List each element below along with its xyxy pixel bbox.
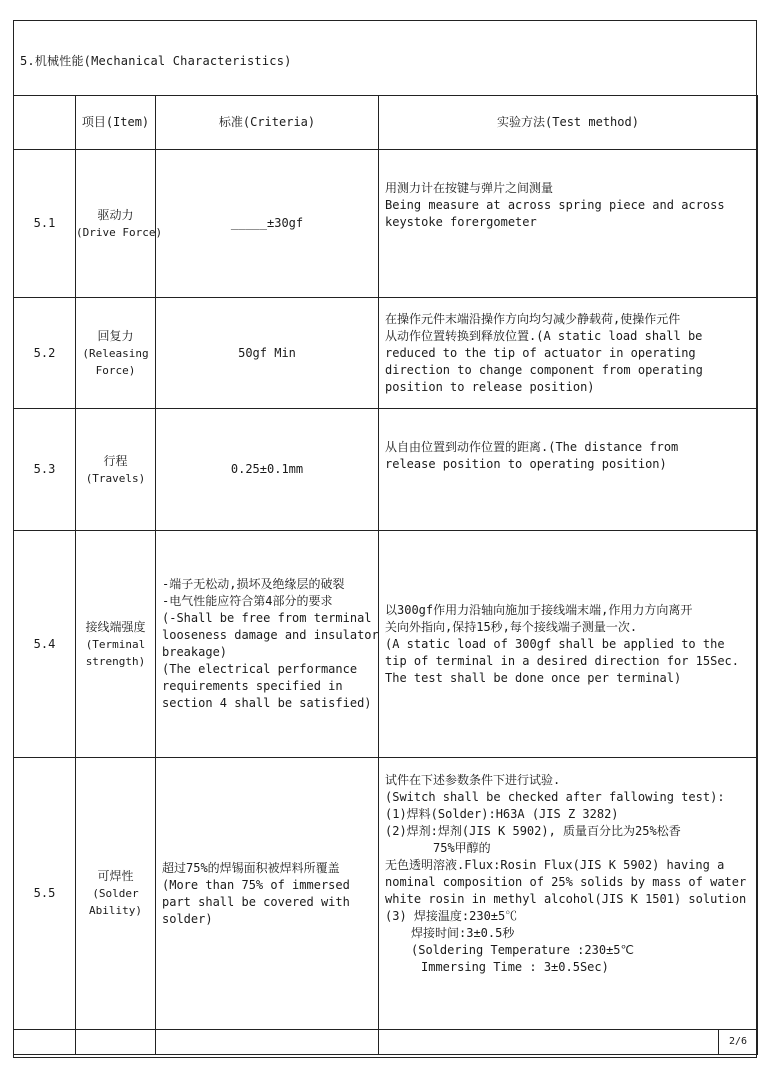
row-criteria: 0.25±0.1mm [156,409,379,531]
row-criteria: 50gf Min [156,298,379,409]
table-row [14,150,758,298]
row-test-method: 试件在下述参数条件下进行试验. (Switch shall be checked after fallowing test): (1)焊料(Solder):H63A (JIS Z 3282) (2)焊剂:焊剂(JIS K 5902), 质量百分比为25%松香 75%甲醇的 无色透明溶液.Flux:Rosin Flux(JIS K 5902) having a nominal composition of 25% solids by mass of water white rosin in methyl alcohol(JIS K 1501) solution (3) 焊接温度:230±5℃ 焊接时间:3±0.5秒 (Soldering Temperature :230±5℃ Immersing Time : 3±0.5Sec) [379,758,758,1030]
row-number: 5.4 [14,531,76,758]
table-footer-row [14,1030,758,1055]
row-number: 5.3 [14,409,76,531]
row-item: 接线端强度 (Terminal strength) [76,531,156,758]
page-number: 2/6 [718,1030,757,1054]
table-row [14,531,758,758]
header-no [14,96,76,150]
table-row [14,758,758,1030]
row-criteria: _____±30gf [156,150,379,298]
table-row [14,409,758,531]
row-criteria: -端子无松动,损坏及绝缘层的破裂 -电气性能应符合第4部分的要求 (-Shall be free from terminal looseness damage and insulator breakage) (The electrical performance requirements specified in section 4 shall be satisfied) [156,531,379,758]
table-header-row [14,96,758,150]
row-test-method: 用测力计在按键与弹片之间测量 Being measure at across spring piece and across keystoke forergometer [379,150,758,298]
row-item: 驱动力 (Drive Force) [76,150,156,298]
row-item: 可焊性 (Solder Ability) [76,758,156,1030]
table-row [14,298,758,409]
footer-page-cell [379,1030,758,1055]
row-test-method: 以300gf作用力沿轴向施加于接线端末端,作用力方向离开 关向外指向,保持15秒,每个接线端子测量一次. (A static load of 300gf shall be applied to the tip of terminal in a desired direction for 15Sec. The test shall be done once per terminal) [379,531,758,758]
row-item: 回复力 (Releasing Force) [76,298,156,409]
header-test-method: 实验方法(Test method) [379,96,758,150]
row-number: 5.1 [14,150,76,298]
header-criteria: 标准(Criteria) [156,96,379,150]
row-test-method: 在操作元件末端沿操作方向均匀减少静载荷,使操作元件 从动作位置转换到释放位置.(A static load shall be reduced to the tip of actuator in operating direction to change component from operating position to release position) [379,298,758,409]
section-title: 5.机械性能(Mechanical Characteristics) [20,54,292,68]
row-criteria: 超过75%的焊锡面积被焊料所覆盖 (More than 75% of immersed part shall be covered with solder) [156,758,379,1030]
row-number: 5.2 [14,298,76,409]
footer-cell [76,1030,156,1055]
row-item: 行程 (Travels) [76,409,156,531]
mechanical-characteristics-table [13,95,758,1055]
footer-cell [156,1030,379,1055]
header-item: 项目(Item) [76,96,156,150]
row-number: 5.5 [14,758,76,1030]
row-test-method: 从自由位置到动作位置的距离.(The distance from release position to operating position) [379,409,758,531]
footer-cell [14,1030,76,1055]
